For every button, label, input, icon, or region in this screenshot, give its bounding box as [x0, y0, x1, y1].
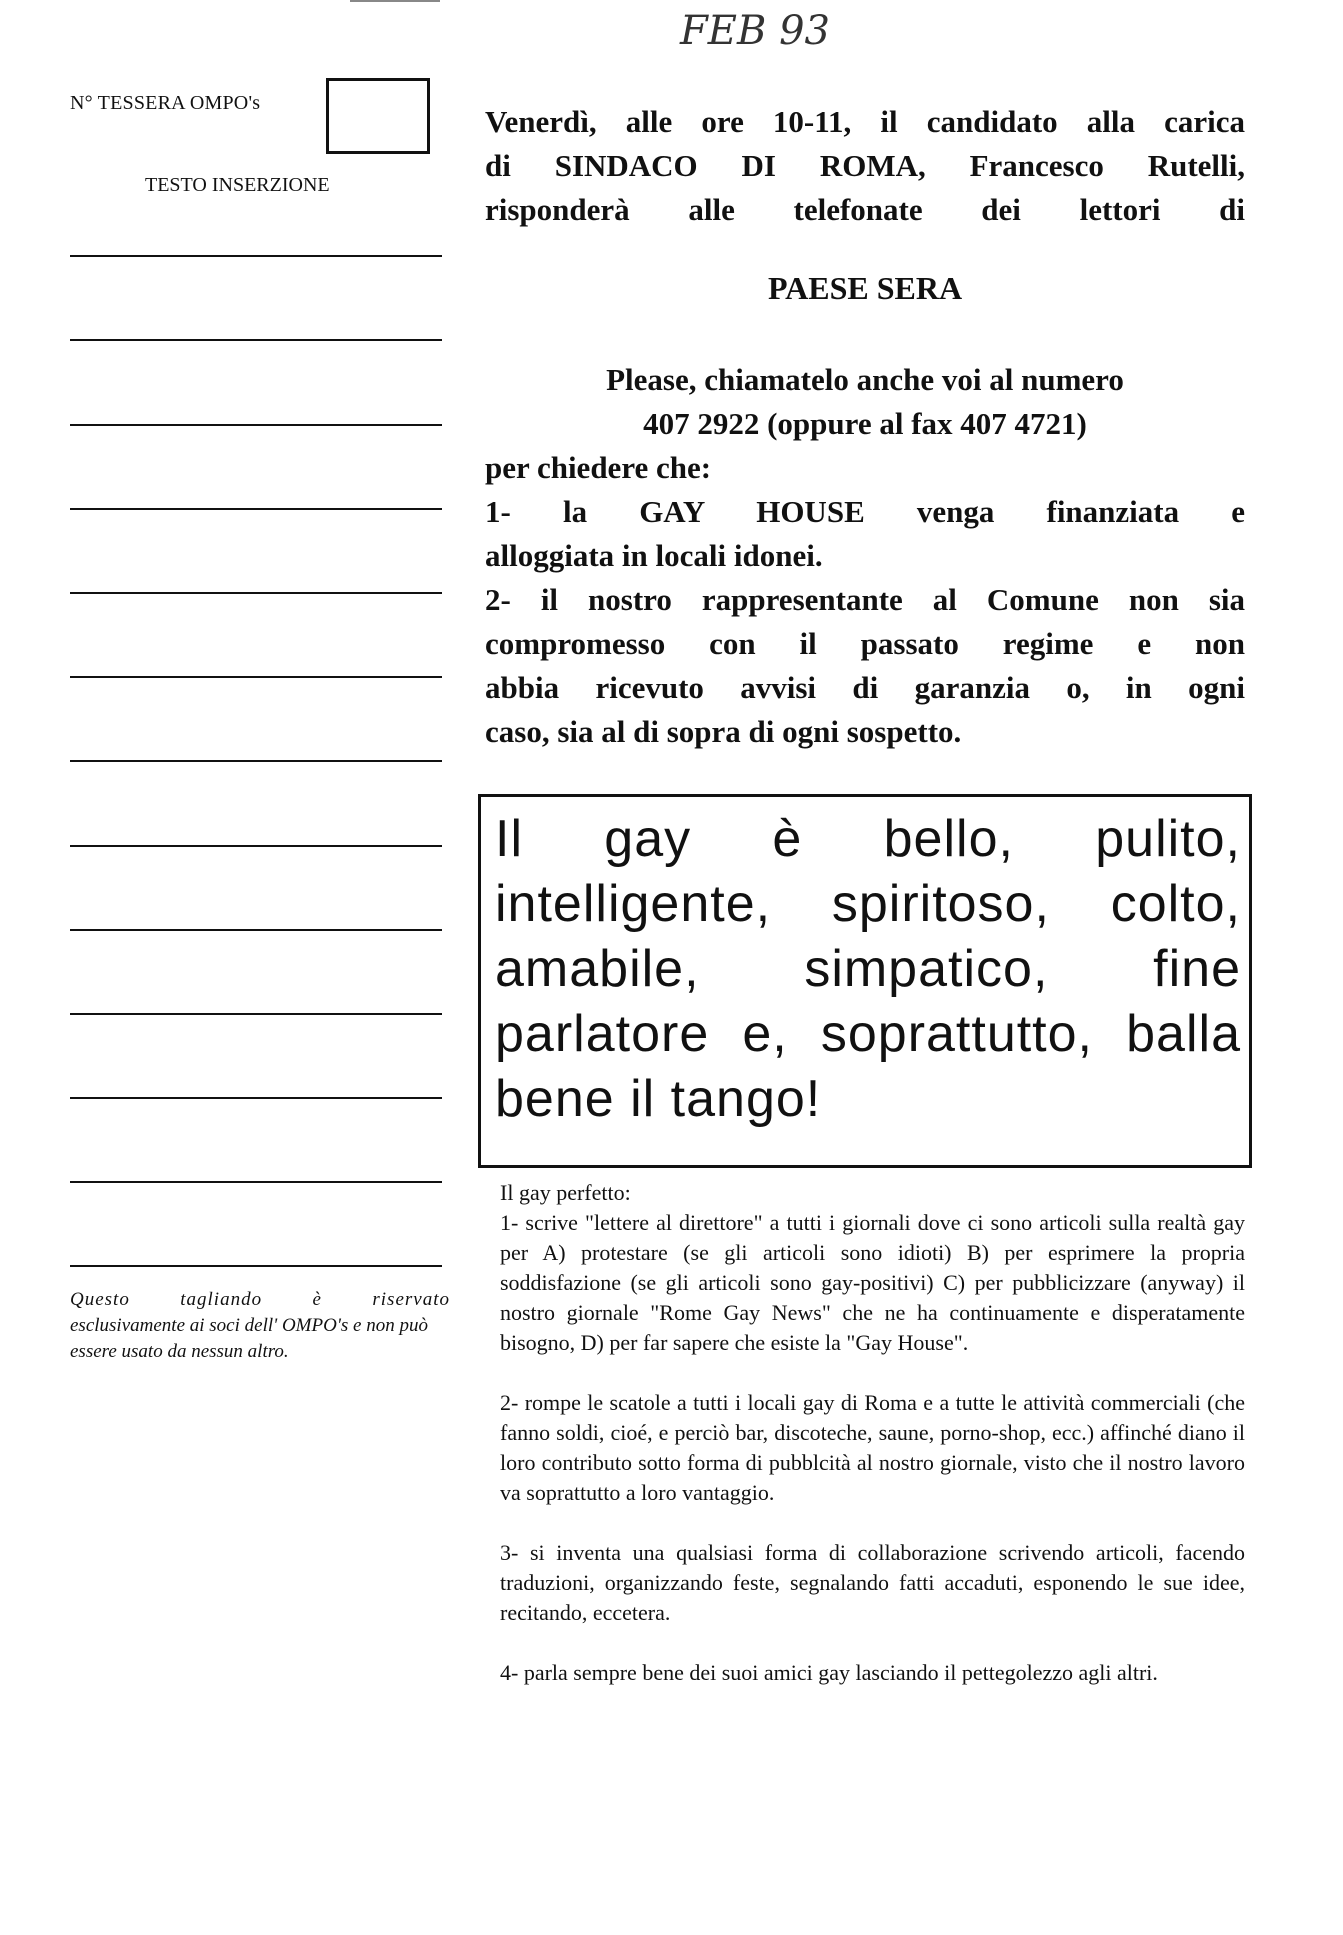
handwritten-date-note: [660, 4, 970, 56]
insertion-text-line[interactable]: [70, 592, 442, 594]
insertion-text-line[interactable]: [70, 929, 442, 931]
disclaimer-word: è: [312, 1289, 322, 1310]
insertion-text-line[interactable]: [70, 760, 442, 762]
list-item: 3- si inventa una qualsiasi forma di collaborazione scrivendo articoli, facendo traduzioni, organizzando feste, segnalando fatti accaduti, esponendo le sue idee, recitando, eccetera.: [500, 1540, 1245, 1625]
handwritten-text: FEB 93: [680, 8, 830, 54]
coupon-column: [0, 0, 460, 1935]
list-item: 1- scrive "lettere al direttore" a tutti i giornali dove ci sono articoli sulla realtà gay per A) protestare (se gli articoli sono idioti) B) per esprimere la propria soddisfazione (se gli articoli sono gay-positivi) C) per pubblicizzare (anyway) il nostro giornale "Rome Gay News" che ne ha continuamente e disperatamente bisogno, D) per far sapere che esiste la "Gay House".: [500, 1210, 1245, 1355]
mayor-call-announcement: [485, 100, 1245, 232]
insertion-text-line[interactable]: [70, 676, 442, 678]
request-item-2-cont: abbia ricevuto avvisi di garanzia o, in ogni: [485, 670, 1245, 705]
insertion-text-line[interactable]: [70, 1097, 442, 1099]
coupon-disclaimer: [70, 1287, 450, 1365]
list-heading: Il gay perfetto:: [500, 1180, 631, 1205]
request-item-1-cont: alloggiata in locali idonei.: [485, 538, 823, 573]
slogan-line: bene il tango!: [495, 1070, 822, 1128]
insertion-text-line[interactable]: [70, 845, 442, 847]
newspaper-name: PAESE SERA: [767, 270, 963, 306]
perfect-gay-list: [500, 1178, 1245, 1718]
insertion-text-line[interactable]: [70, 424, 442, 426]
announcement-line: di SINDACO DI ROMA, Francesco Rutelli,: [485, 148, 1245, 183]
call-appeal: [485, 358, 1245, 754]
disclaimer-word: Questo: [70, 1289, 130, 1310]
request-item-1: 1- la GAY HOUSE venga finanziata e: [485, 494, 1245, 529]
list-item: 4- parla sempre bene dei suoi amici gay lasciando il pettegolezzo agli altri.: [500, 1660, 1158, 1685]
tessera-label: N° TESSERA OMPO's: [70, 92, 261, 114]
announcement-line: Venerdì, alle ore 10-11, il candidato alla carica: [485, 104, 1245, 139]
disclaimer-text: esclusivamente ai soci dell' OMPO's e non può essere usato da nessun altro.: [70, 1315, 428, 1362]
slogan-line: intelligente, spiritoso, colto,: [495, 875, 1241, 933]
phone-fax-line: 407 2922 (oppure al fax 407 4721): [643, 406, 1087, 441]
request-item-2-cont: caso, sia al di sopra di ogni sospetto.: [485, 714, 962, 749]
appeal-line: per chiedere che:: [485, 450, 712, 485]
insertion-text-line[interactable]: [70, 1265, 442, 1267]
appeal-line: Please, chiamatelo anche voi al numero: [606, 362, 1124, 397]
slogan-line: amabile, simpatico, fine: [495, 940, 1241, 998]
list-item: 2- rompe le scatole a tutti i locali gay di Roma e a tutte le attività commerciali (che fanno soldi, cioé, e perciò bar, discoteche, saune, porno-shop, ecc.) affinché diano il loro contributo sotto forma di pubblcità al nostro giornale, visto che il nostro lavoro va soprattutto a loro vantaggio.: [500, 1390, 1245, 1505]
request-item-2-cont: compromesso con il passato regime e non: [485, 626, 1245, 661]
insertion-text-line[interactable]: [70, 339, 442, 341]
request-item-2: 2- il nostro rappresentante al Comune non sia: [485, 582, 1245, 617]
insertion-text-line[interactable]: [70, 508, 442, 510]
disclaimer-word: tagliando: [180, 1289, 263, 1310]
slogan-line: Il gay è bello, pulito,: [495, 810, 1241, 868]
insertion-text-line[interactable]: [70, 1013, 442, 1015]
testo-inserzione-label: TESTO INSERZIONE: [145, 174, 330, 196]
insertion-text-line[interactable]: [70, 255, 442, 257]
disclaimer-word: riservato: [372, 1289, 450, 1310]
announcement-line: risponderà alle telefonate dei lettori di: [485, 192, 1245, 227]
gay-slogan-box: [478, 794, 1252, 1168]
insertion-text-line[interactable]: [70, 1181, 442, 1183]
tessera-number-box[interactable]: [326, 78, 430, 154]
slogan-line: parlatore e, soprattutto, balla: [495, 1005, 1241, 1063]
